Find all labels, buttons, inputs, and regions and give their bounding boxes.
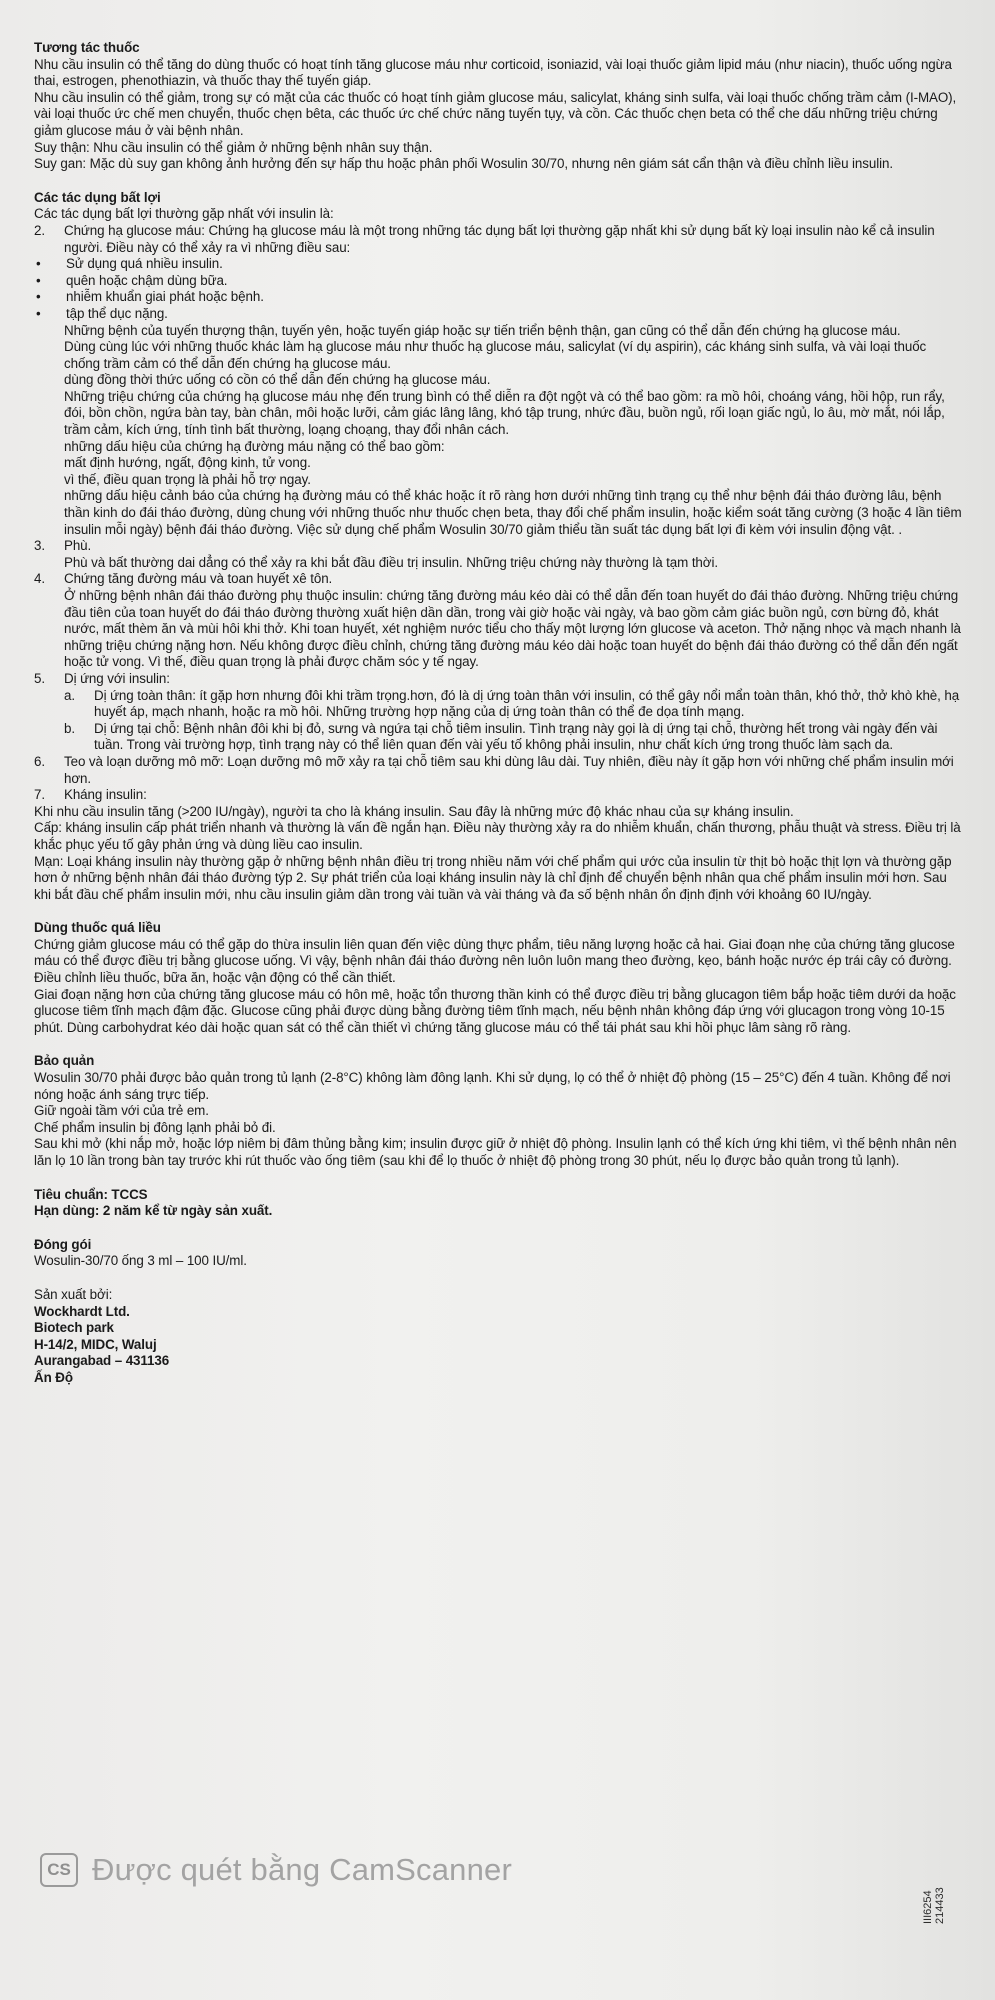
- item-number: 4.: [34, 571, 45, 587]
- item-title: Dị ứng với insulin:: [64, 670, 170, 686]
- subitem-mark: b.: [64, 720, 75, 736]
- section-title-interaction: Tương tác thuốc: [34, 40, 140, 55]
- overdose-paragraph: Giai đoạn nặng hơn của chứng tăng glucose máu có hôn mê, hoặc tổn thương thần kinh có thể được điều trị bằng glucagon tiêm bắp hoặc tiêm dưới da hoặc glucose tiêm tĩnh mạch đậm đặc. Glucose cũng phải được dùng bằng đường tiêm tĩnh mạch, nếu bệnh nhân không đáp ứng với glucagon trong vòng 10-15 phút. Dùng carbohydrat kéo dài hoặc quan sát có thể cần thiết vì chứng tăng glucose máu có thể tái phát sau khi hồi phục lâm sàng rõ ràng.: [34, 986, 956, 1035]
- subitem-text: Dị ứng toàn thân: ít gặp hơn nhưng đôi khi trầm trọng.hơn, đó là dị ứng toàn thân với insulin, có thể gây nổi mẩn toàn thân, khó thở, thở khò khè, hạ huyết áp, mạch nhanh, hoặc ra mồ hôi. Những trường hợp nặng của dị ứng toàn thân có thể đe dọa tính mạng.: [94, 687, 960, 720]
- storage-paragraph: Chế phẩm insulin bị đông lạnh phải bỏ đi.: [34, 1119, 276, 1135]
- adverse-item-5: [34, 671, 964, 688]
- adverse-paragraph: những dấu hiệu của chứng hạ đường máu nặng có thể bao gồm:: [64, 438, 445, 454]
- bullet-mark: •: [36, 289, 41, 305]
- item-number: 6.: [34, 753, 45, 769]
- overdose-paragraph: Chứng giảm glucose máu có thể gặp do thừa insulin liên quan đến việc dùng thực phẩm, tiêu năng lượng hoặc cả hai. Giai đoạn nhẹ của chứng tăng glucose máu có thể được điều trị bằng glucose uống. Vì vậy, bệnh nhân đái tháo đường nên luôn luôn mang theo đường, kẹo, bánh hoặc nước ép trái cây có đường. Điều chỉnh liều thuốc, bữa ăn, hoặc vận động có thể cần thiết.: [34, 936, 955, 986]
- bullet-item: [34, 306, 964, 323]
- bullet-text: nhiễm khuẩn giai phát hoặc bệnh.: [66, 289, 264, 305]
- item-number: 7.: [34, 787, 45, 803]
- leaflet-content: [34, 40, 964, 1387]
- bullet-item: [34, 256, 964, 273]
- camscanner-logo-icon: CS: [40, 1853, 78, 1887]
- item-number: 5.: [34, 670, 45, 686]
- resistance-paragraph: Cấp: kháng insulin cấp phát triển nhanh và thường là vấn đề ngắn hạn. Điều này thường xảy ra do nhiễm khuẩn, chấn thương, phẫu thuật và stress. Điều trị là khắc phục yếu tố gây phản ứng và dùng liều cao insulin.: [34, 820, 961, 852]
- interaction-paragraph: Nhu cầu insulin có thể giảm, trong sự có mặt của các thuốc có hoạt tính giảm glucose máu, salicylat, kháng sinh sulfa, vài loại thuốc chống trầm cảm (I-MAO), vài loại thuốc ức chế men chuyển, thuốc chẹn bêta, các thuốc ức chế chức năng tuyến tụy, và cồn. Các thuốc chẹn beta có thể che dấu những triệu chứng giảm glucose máu ở vài bệnh nhân.: [34, 89, 957, 138]
- storage-paragraph: Giữ ngoài tầm với của trẻ em.: [34, 1103, 209, 1119]
- manufacturer-line: H-14/2, MIDC, Waluj: [34, 1336, 157, 1352]
- adverse-paragraph: Ở những bệnh nhân đái tháo đường phụ thuộc insulin: chứng tăng đường máu kéo dài có thể dẫn đến toan huyết do đái tháo đường. Những triệu chứng đầu tiên của toan huyết do đái tháo đường thường xuất hiện dần dần, trong vài giờ hoặc vài ngày, và bao gồm cảm giác buồn ngủ, cơn bừng đỏ, khát nước, mất thèm ăn và mùi hôi khi thở. Khi toan huyết, xét nghiệm nước tiểu cho thấy một lượng lớn glucose và aceton. Thở nặng nhọc và mạch nhanh là những triệu chứng nặng hơn. Nếu không được điều chỉnh, chứng tăng đường máu kéo dài hoặc toan huyết do bệnh đái tháo đường có thể dẫn đến ngất hoặc tử vong. Vì thế, điều quan trọng là phải được chăm sóc y tế ngay.: [64, 588, 961, 670]
- print-code-line: 214433: [934, 1887, 946, 1924]
- item-number: 3.: [34, 538, 45, 554]
- adverse-item-7: [34, 787, 964, 804]
- storage-paragraph: Sau khi mở (khi nắp mở, hoặc lớp niêm bị đâm thủng bằng kim; insulin được giữ ở nhiệt độ phòng. Insulin lạnh có thể kích ứng khi tiêm, vì thế bệnh nhân nên lăn lọ 10 lần trong bàn tay trước khi rút thuốc vào ống tiêm (sau khi để lọ thuốc ở nhiệt độ phòng trong 30 phút, nếu lọ được bảo quản trong tủ lạnh).: [34, 1136, 957, 1168]
- adverse-subitem-b: [34, 721, 964, 754]
- print-code: [922, 1864, 962, 1924]
- bullet-text: tập thể dục nặng.: [66, 305, 168, 321]
- section-title-overdose: Dùng thuốc quá liều: [34, 920, 161, 936]
- adverse-intro: Các tác dụng bất lợi thường gặp nhất với insulin là:: [34, 206, 334, 222]
- bullet-mark: •: [36, 256, 41, 272]
- adverse-paragraph: Dùng cùng lúc với những thuốc khác làm hạ glucose máu như thuốc hạ glucose máu, salicylat (ví dụ aspirin), các kháng sinh sulfa, và vài loại thuốc chống trầm cảm có thể dẫn đến chứng hạ glucose máu.: [64, 339, 927, 371]
- manufacturer-line: Biotech park: [34, 1320, 114, 1336]
- item-number: 2.: [34, 222, 45, 238]
- subitem-text: Dị ứng tại chỗ: Bệnh nhân đôi khi bị đỏ, sưng và ngứa tại chỗ tiêm insulin. Tình trạng này gọi là dị ứng tại chỗ, thường hết trong vài ngày đến vài tuần. Trong vài trường hợp, tình trạng này có thể liên quan đến vài yếu tố không phải insulin, như chất kích ứng trong thuốc làm sạch da.: [94, 720, 938, 753]
- item-title: Phù.: [64, 538, 92, 554]
- interaction-paragraph: Suy thận: Nhu cầu insulin có thể giảm ở những bệnh nhân suy thận.: [34, 139, 433, 155]
- manufacturer-line: Ấn Độ: [34, 1369, 73, 1385]
- bullet-mark: •: [36, 305, 41, 321]
- section-title-packaging: Đóng gói: [34, 1236, 92, 1252]
- resistance-paragraph: Mạn: Loại kháng insulin này thường gặp ở những bệnh nhân điều trị trong nhiều năm với chế phẩm qui ước của insulin từ thịt bò hoặc thịt lợn và thường gặp hơn ở những bệnh nhân đái tháo đường týp 2. Sự phát triển của loại kháng insulin này là chỉ định để chuyển bệnh nhân qua chế phẩm insulin mới hơn. Sau khi bắt đầu chế phẩm insulin mới, nhu cầu insulin giảm dần trong vài tuần và vài tháng và đa số bệnh nhân ổn định định với khoảng 60 IU/ngày.: [34, 853, 952, 902]
- interaction-paragraph: Suy gan: Mặc dù suy gan không ảnh hưởng đến sự hấp thu hoặc phân phối Wosulin 30/70, nhưng nên giám sát cẩn thận và điều chỉnh liều insulin.: [34, 156, 893, 172]
- adverse-paragraph: vì thế, điều quan trọng là phải hỗ trợ ngay.: [64, 471, 311, 487]
- subitem-mark: a.: [64, 687, 75, 703]
- resistance-paragraph: Khi nhu cầu insulin tăng (>200 IU/ngày), người ta cho là kháng insulin. Sau đây là những mức độ khác nhau của sự kháng insulin.: [34, 803, 794, 819]
- bullet-text: quên hoặc chậm dùng bữa.: [66, 272, 228, 288]
- bullet-mark: •: [36, 272, 41, 288]
- adverse-item-6: [34, 754, 964, 787]
- manufacturer-line: Aurangabad – 431136: [34, 1353, 170, 1369]
- item-title: Kháng insulin:: [64, 787, 147, 803]
- adverse-item-2: [34, 223, 964, 256]
- packaging-text: Wosulin-30/70 ống 3 ml – 100 IU/ml.: [34, 1253, 247, 1269]
- bullet-text: Sử dụng quá nhiều insulin.: [66, 256, 223, 272]
- manufacturer-label: Sản xuất bởi:: [34, 1286, 113, 1302]
- shelf-life-line: Hạn dùng: 2 năm kể từ ngày sản xuất.: [34, 1203, 273, 1219]
- adverse-item-4: [34, 571, 964, 588]
- item-text: Teo và loạn dưỡng mô mỡ: Loạn dưỡng mô mỡ xảy ra tại chỗ tiêm sau khi dùng lâu dài. Tuy nhiên, điều này ít gặp hơn với những chế phẩm insulin mới hơn.: [64, 753, 954, 786]
- interaction-paragraph: Nhu cầu insulin có thể tăng do dùng thuốc có hoạt tính tăng glucose máu như corticoid, isoniazid, vài loại thuốc giảm lipid máu (như niacin), thuốc uống ngừa thai, estrogen, phenothiazin, và thuốc thay thế tuyến giáp.: [34, 56, 952, 89]
- adverse-paragraph: Những triệu chứng của chứng hạ glucose máu nhẹ đến trung bình có thể diễn ra đột ngột và có thể bao gồm: ra mồ hôi, choáng váng, hồi hộp, run rẩy, đói, bồn chồn, ngứa bàn tay, bàn chân, môi hoặc lưỡi, cảm giác lâng lâng, khó tập trung, nhức đầu, buồn ngủ, rối loạn giấc ngủ, lo âu, mờ mắt, nói lắp, trầm cảm, kích ứng, tính tình bất thường, loạng choạng, thay đổi nhân cách.: [64, 388, 945, 438]
- adverse-paragraph: Những bệnh của tuyến thượng thận, tuyến yên, hoặc tuyến giáp hoặc sự tiến triển bệnh thận, gan cũng có thể dẫn đến chứng hạ glucose máu.: [64, 322, 901, 338]
- scanner-watermark: [40, 1850, 640, 1890]
- item-text: Chứng hạ glucose máu: Chứng hạ glucose máu là một trong những tác dụng bất lợi thường gặp nhất khi sử dụng bất kỳ loại insulin nào kể cả insulin người. Điều này có thể xảy ra vì những điều sau:: [64, 222, 935, 255]
- standard-line: Tiêu chuẩn: TCCS: [34, 1186, 148, 1202]
- adverse-paragraph: những dấu hiệu cảnh báo của chứng hạ đường máu có thể khác hoặc ít rõ ràng hơn dưới những tình trạng cụ thể như bệnh đái tháo đường lâu, bệnh thần kinh do đái tháo đường, dùng chung với những thuốc như thuốc chẹn beta, thay đổi chế phẩm insulin, hoặc kiểm soát tăng cường (3 hoặc 4 lần tiêm insulin mỗi ngày) bệnh đái tháo đường. Việc sử dụng chế phẩm Wosulin 30/70 giảm thiểu tần suất tác dụng bất lợi đi kèm với insulin động vật. .: [64, 488, 962, 537]
- adverse-paragraph: mất định hướng, ngất, động kinh, tử vong.: [64, 455, 311, 471]
- adverse-paragraph: dùng đồng thời thức uống có cồn có thể dẫn đến chứng hạ glucose máu.: [64, 372, 491, 388]
- adverse-item-3: [34, 538, 964, 555]
- item-title: Chứng tăng đường máu và toan huyết xê tôn.: [64, 571, 333, 587]
- section-title-storage: Bảo quản: [34, 1053, 95, 1069]
- adverse-paragraph: Phù và bất thường dai dẳng có thể xảy ra khi bắt đầu điều trị insulin. Những triệu chứng này thường là tạm thời.: [64, 554, 718, 570]
- storage-paragraph: Wosulin 30/70 phải được bảo quản trong tủ lạnh (2-8°C) không làm đông lạnh. Khi sử dụng, lọ có thể ở nhiệt độ phòng (15 – 25°C) đến 4 tuần. Không để nơi nóng hoặc ánh sáng trực tiếp.: [34, 1070, 951, 1102]
- scanner-text: Được quét bằng CamScanner: [92, 1852, 513, 1887]
- adverse-subitem-a: [34, 688, 964, 721]
- bullet-item: [34, 273, 964, 290]
- print-code-line: III6254: [922, 1890, 934, 1924]
- section-title-adverse: Các tác dụng bất lợi: [34, 189, 161, 205]
- manufacturer-line: Wockhardt Ltd.: [34, 1303, 130, 1319]
- bullet-item: [34, 289, 964, 306]
